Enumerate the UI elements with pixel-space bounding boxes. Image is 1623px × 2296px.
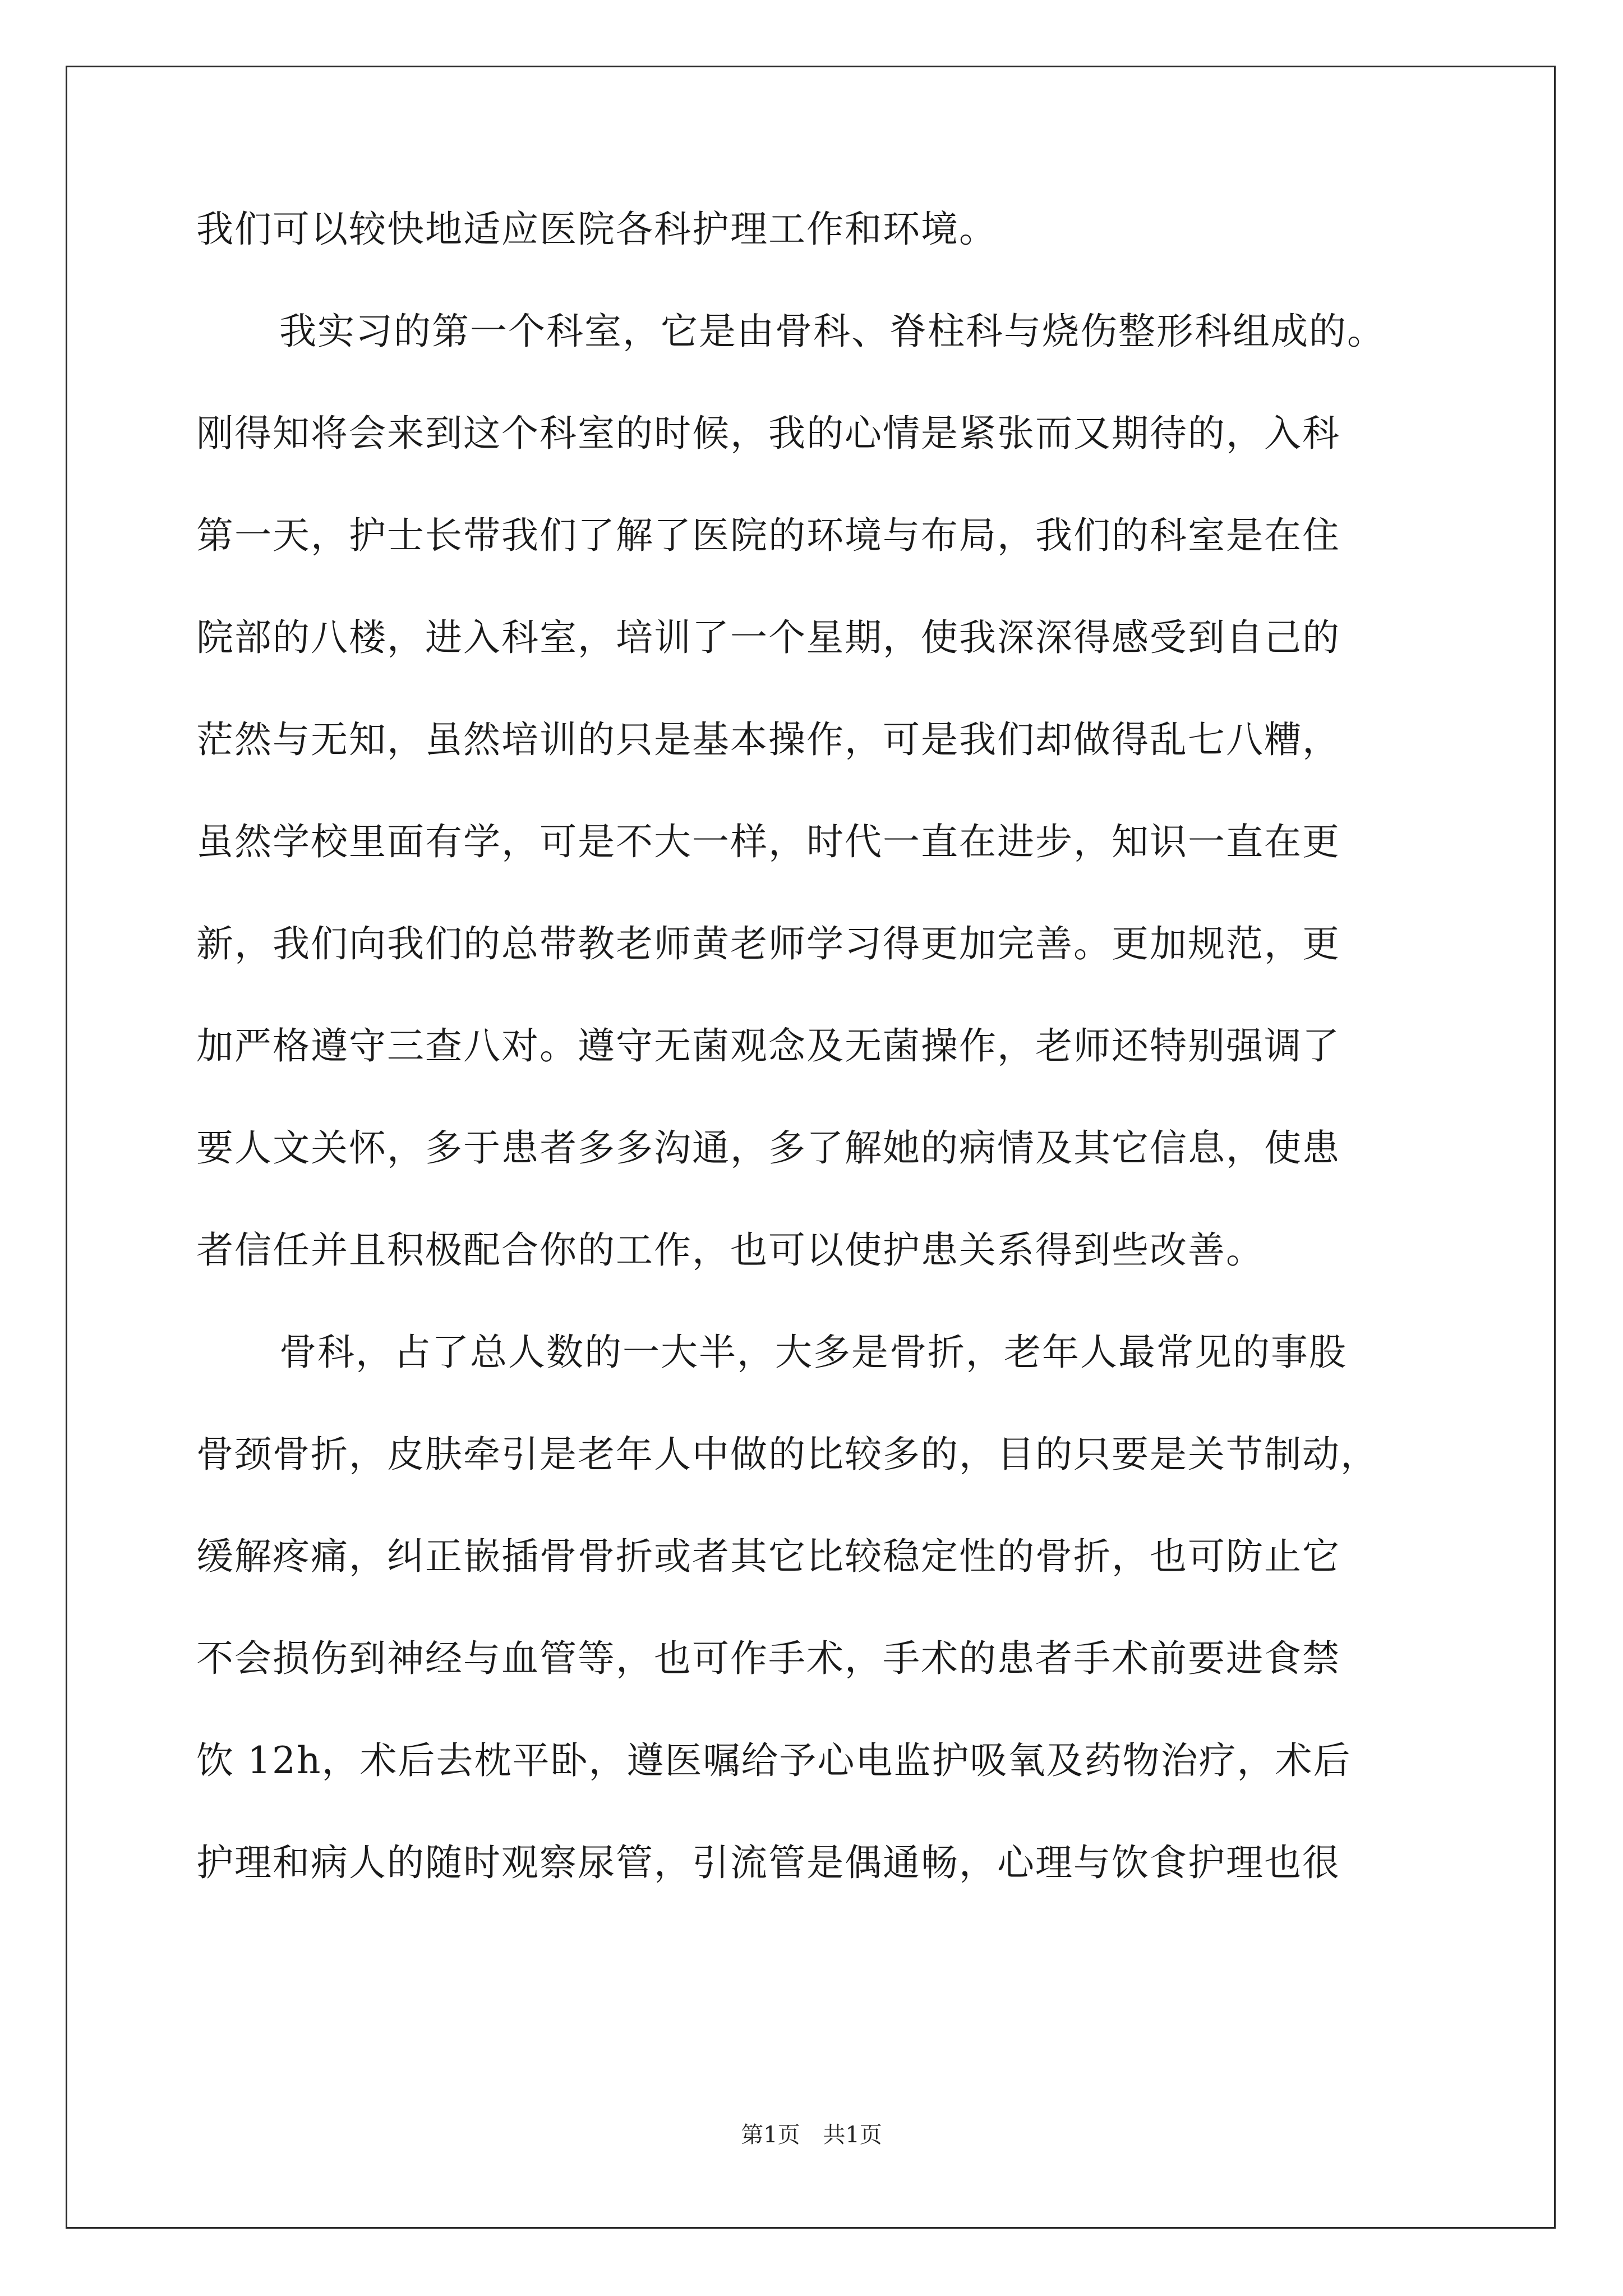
text-line: 虽然学校里面有学，可是不大一样，时代一直在进步，知识一直在更	[196, 820, 1340, 863]
text-line: 要人文关怀，多于患者多多沟通，多了解她的病情及其它信息，使患	[196, 1126, 1340, 1170]
text-line: 院部的八楼，进入科室，培训了一个星期，使我深深得感受到自己的	[196, 616, 1340, 659]
text-line: 饮 12h，术后去枕平卧，遵医嘱给予心电监护吸氧及药物治疗，术后	[196, 1739, 1352, 1782]
text-line: 护理和病人的随时观察尿管，引流管是偶通畅，心理与饮食护理也很	[196, 1841, 1340, 1884]
text-line: 加严格遵守三查八对。遵守无菌观念及无菌操作，老师还特别强调了	[196, 1024, 1340, 1068]
text-line: 新，我们向我们的总带教老师黄老师学习得更加完善。更加规范，更	[196, 922, 1340, 965]
page-footer	[0, 2122, 1623, 2148]
page-total: 共1页	[823, 2122, 882, 2148]
text-line: 我们可以较快地适应医院各科护理工作和环境。	[196, 208, 997, 251]
text-line: 茫然与无知，虽然培训的只是基本操作，可是我们却做得乱七八糟，	[196, 718, 1340, 761]
text-line: 骨颈骨折，皮肤牵引是老年人中做的比较多的，目的只要是关节制动，	[196, 1433, 1378, 1476]
text-line: 我实习的第一个科室，它是由骨科、脊柱科与烧伤整形科组成的。	[279, 310, 1385, 353]
text-line: 者信任并且积极配合你的工作，也可以使护患关系得到些改善。	[196, 1228, 1264, 1272]
text-line: 骨科，占了总人数的一大半，大多是骨折，老年人最常见的事股	[279, 1331, 1347, 1374]
text-line: 第一天，护士长带我们了解了医院的环境与布局，我们的科室是在住	[196, 514, 1340, 557]
page-number: 第1页	[741, 2122, 800, 2148]
text-line: 缓解疼痛，纠正嵌插骨骨折或者其它比较稳定性的骨折，也可防止它	[196, 1535, 1340, 1578]
text-line: 不会损伤到神经与血管等，也可作手术，手术的患者手术前要进食禁	[196, 1637, 1340, 1680]
document-body	[196, 210, 1469, 1945]
text-line: 刚得知将会来到这个科室的时候，我的心情是紧张而又期待的，入科	[196, 412, 1340, 455]
